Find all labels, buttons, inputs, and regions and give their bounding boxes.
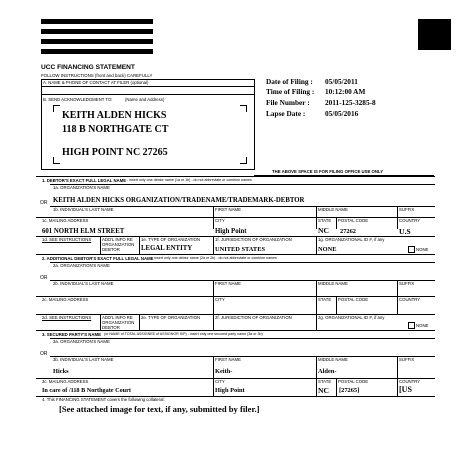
sec1-type-value: LEGAL ENTITY xyxy=(141,245,193,252)
sec2-none-label: NONE xyxy=(416,323,429,328)
sec1-orgid-label: 1g. ORGANIZATIONAL ID #, if any xyxy=(318,237,385,242)
sec1-last-label: 1b. INDIVIDUAL'S LAST NAME xyxy=(53,207,114,212)
sec2-vl-suffix xyxy=(397,280,398,296)
lapse-date-label: Lapse Date : xyxy=(266,109,306,118)
sec2-mail-label: 2c. MAILING ADDRESS xyxy=(42,297,89,302)
sec3-first-label: FIRST NAME xyxy=(215,357,241,362)
lapse-date-value: 05/05/2016 xyxy=(325,109,359,118)
sec2-vl-city xyxy=(213,296,214,314)
sec1-city-value: High Point xyxy=(215,228,247,235)
ack-bracket-tl xyxy=(53,105,60,112)
sec3-postal-value: [27265] xyxy=(339,387,360,394)
sec3-vl-suffix xyxy=(397,356,398,378)
sec2-orgid-label: 2g. ORGANIZATIONAL ID #, if any xyxy=(318,315,385,320)
sec1-mail-label: 1c. MAILING ADDRESS xyxy=(42,218,89,223)
sec3-vl-city xyxy=(213,378,214,396)
sec1-heading: 1. DEBTOR'S EXACT FULL LEGAL NAME xyxy=(42,178,127,183)
sec2-line-c xyxy=(36,296,435,297)
sec1-vl-orgid xyxy=(316,236,317,254)
sec1-vl-juris xyxy=(213,236,214,254)
sec2-org-label: 2a. ORGANIZATION'S NAME xyxy=(53,263,110,268)
sec1-suffix-label: SUFFIX xyxy=(399,207,415,212)
sec1-top xyxy=(36,176,435,177)
sec3-org-label: 3a. ORGANIZATION'S NAME xyxy=(53,339,110,344)
sec2-vl-orgid xyxy=(316,314,317,330)
sec1-org-label: 1a. ORGANIZATION'S NAME xyxy=(53,185,110,190)
sec1-first-label: FIRST NAME xyxy=(215,207,241,212)
sec4-heading: 4. This FINANCING STATEMENT covers the following collateral: xyxy=(42,397,165,402)
sec2-vl-addl xyxy=(100,314,101,330)
filing-date-label: Date of Filing : xyxy=(266,77,313,86)
sec2-instr-label[interactable]: 2d. SEE INSTRUCTIONS xyxy=(42,315,92,320)
sec2-or: OR xyxy=(40,275,48,281)
sec1-middle-label: MIDDLE NAME xyxy=(318,207,348,212)
sec2-first-label: FIRST NAME xyxy=(215,281,241,286)
sec3-mail-label: 3c. MAILING ADDRESS xyxy=(42,379,89,384)
sec1-addl-label: ADD'L INFO RE ORGANIZATION DEBTOR xyxy=(102,237,135,252)
sec1-org-value: KEITH ALDEN HICKS ORGANIZATION/TRADENAME/TRADEMARK-DEBTOR xyxy=(53,197,305,204)
ack-bracket-br xyxy=(240,157,247,164)
sec2-vl-first xyxy=(213,280,214,296)
filing-time-value: 10:12:00 AM xyxy=(325,87,366,96)
header-bar-2 xyxy=(41,29,153,34)
sec1-vl-postal xyxy=(336,217,337,229)
sec3-city-value: High Point xyxy=(215,387,245,394)
sec3-first-value: Keith- xyxy=(215,368,233,375)
sec1-vl-type xyxy=(139,236,140,254)
corner-black-square xyxy=(418,19,451,50)
sec-b-label-note: (Name and Address) xyxy=(125,97,165,102)
form-title: UCC FINANCING STATEMENT xyxy=(41,64,135,71)
sec3-heading: 3. SECURED PARTY'S NAME xyxy=(42,332,101,337)
sec1-juris-label: 1f. JURISDICTION OF ORGANIZATION xyxy=(215,237,292,242)
sec2-addl-label: ADD'L INFO RE ORGANIZATION DEBTOR xyxy=(102,315,135,330)
sec1-vl-state xyxy=(316,217,317,229)
sec-a-label: A. NAME & PHONE OF CONTACT AT FILER (optional) xyxy=(43,80,149,85)
ack-name: KEITH ALDEN HICKS xyxy=(62,110,167,121)
ack-bracket-bl xyxy=(53,157,60,164)
sec2-last-label: 2b. INDIVIDUAL'S LAST NAME xyxy=(53,281,114,286)
sec1-none-checkbox[interactable] xyxy=(408,246,415,253)
sec1-postal-label: POSTAL CODE xyxy=(338,218,369,223)
sec3-country-label: COUNTRY xyxy=(399,379,421,384)
sec1-juris-value: UNITED STATES xyxy=(215,246,266,253)
sec3-vl-first xyxy=(213,356,214,378)
sec1-vl-city xyxy=(213,217,214,229)
sec2-city-label: CITY xyxy=(215,297,225,302)
sec2-postal-label: POSTAL CODE xyxy=(338,297,369,302)
sec2-state-label: STATE xyxy=(318,297,332,302)
file-number-label: File Number : xyxy=(266,98,310,107)
ack-city: HIGH POINT NC 27265 xyxy=(62,147,168,158)
sec1-vl-middle xyxy=(316,206,317,217)
sec2-country-label: COUNTRY xyxy=(399,297,421,302)
sec3-state-value: NC xyxy=(318,386,329,395)
header-bar-3 xyxy=(41,39,153,44)
sec3-heading-note: (or NAME of TOTAL ASSIGNEE of ASSIGNOR S/P) - insert only one secured party name (3a or 3b) xyxy=(104,332,263,336)
form-instructions: FOLLOW INSTRUCTIONS (front and back) CAREFULLY xyxy=(41,73,153,78)
ack-bracket-tr xyxy=(240,105,247,112)
sec1-line-c xyxy=(36,217,435,218)
sec3-middle-value: Alden- xyxy=(318,368,337,375)
sec1-instr-label[interactable]: 1d. SEE INSTRUCTIONS xyxy=(42,237,92,242)
sec1-city-label: CITY xyxy=(215,218,225,223)
sec1-none-label: NONE xyxy=(416,247,429,252)
sec2-vl-middle xyxy=(316,280,317,296)
sec3-line-c xyxy=(36,378,435,379)
file-number-value: 2011-125-3285-8 xyxy=(325,98,376,107)
sec1-mail-value: 601 NORTH ELM STREET xyxy=(42,228,125,235)
sec3-or: OR xyxy=(40,351,48,357)
sec2-middle-label: MIDDLE NAME xyxy=(318,281,348,286)
sec2-top xyxy=(36,254,435,255)
filing-time-label: Time of Filing : xyxy=(266,87,315,96)
sec3-vl-country xyxy=(397,378,398,396)
sec3-last-label: 3b. INDIVIDUAL'S LAST NAME xyxy=(53,357,114,362)
sec3-top xyxy=(36,330,435,331)
sec1-heading-note: - insert only one debtor name (1a or 1b) - do not abbreviate or combine names xyxy=(127,178,252,182)
sec3-state-label: STATE xyxy=(318,379,332,384)
sec3-vl-middle xyxy=(316,356,317,378)
sec3-city-label: CITY xyxy=(215,379,225,384)
sec1-country-label: COUNTRY xyxy=(399,218,421,223)
header-bar-4 xyxy=(41,49,153,54)
sec1-vl-addl xyxy=(100,236,101,254)
collateral-text: [See attached image for text, if any, submitted by filer.] xyxy=(59,404,260,414)
sec1-orgid-value: NONE xyxy=(318,246,337,253)
sec-a-divider xyxy=(41,86,254,87)
sec2-heading: 2. ADDITIONAL DEBTOR'S EXACT FULL LEGAL NAME xyxy=(42,256,154,261)
sec1-postal-value: 27262 xyxy=(340,228,356,235)
sec2-vl-type xyxy=(139,314,140,330)
header-bar-1 xyxy=(41,19,153,24)
sec3-last-value: Hicks xyxy=(53,368,69,375)
space-note: THE ABOVE SPACE IS FOR FILING OFFICE USE ONLY xyxy=(272,169,384,174)
sec-b-label: B. SEND ACKNOWLEDGMENT TO: xyxy=(43,97,113,102)
sec2-vl-country xyxy=(397,296,398,314)
sec3-middle-label: MIDDLE NAME xyxy=(318,357,348,362)
sec1-or: OR xyxy=(40,200,48,206)
sec3-postal-label: POSTAL CODE xyxy=(338,379,369,384)
sec1-vl-suffix xyxy=(397,206,398,217)
sec2-suffix-label: SUFFIX xyxy=(399,281,415,286)
sec2-juris-label: 2f. JURISDICTION OF ORGANIZATION xyxy=(215,315,292,320)
sec-a-divider-2 xyxy=(41,94,254,95)
sec1-state-label: STATE xyxy=(318,218,332,223)
sec2-none-checkbox[interactable] xyxy=(408,322,415,329)
sec2-type-label: 2e. TYPE OF ORGANIZATION xyxy=(141,315,201,320)
sec3-vl-state xyxy=(316,378,317,396)
sec2-vl-postal xyxy=(336,296,337,314)
sec1-state-value: NC xyxy=(318,226,329,235)
sec1-country-value: U.S xyxy=(399,227,411,236)
sec3-mail-value: In care of /118 B Northgate Court xyxy=(42,387,131,394)
sec3-vl-postal xyxy=(336,378,337,396)
sec3-suffix-label: SUFFIX xyxy=(399,357,415,362)
sec1-vl-first xyxy=(213,206,214,217)
ack-street: 118 B NORTHGATE CT xyxy=(62,124,169,135)
sec2-vl-juris xyxy=(213,314,214,330)
sec2-vl-state xyxy=(316,296,317,314)
sec1-vl-country xyxy=(397,217,398,229)
sec2-heading-note: - insert only one debtor name (2a or 2b) - do not abbreviate or combine names xyxy=(152,256,277,260)
filing-date-value: 05/05/2011 xyxy=(325,77,358,86)
sec3-country-value: [US xyxy=(399,385,412,394)
sec1-type-label: 1e. TYPE OF ORGANIZATION xyxy=(141,237,201,242)
